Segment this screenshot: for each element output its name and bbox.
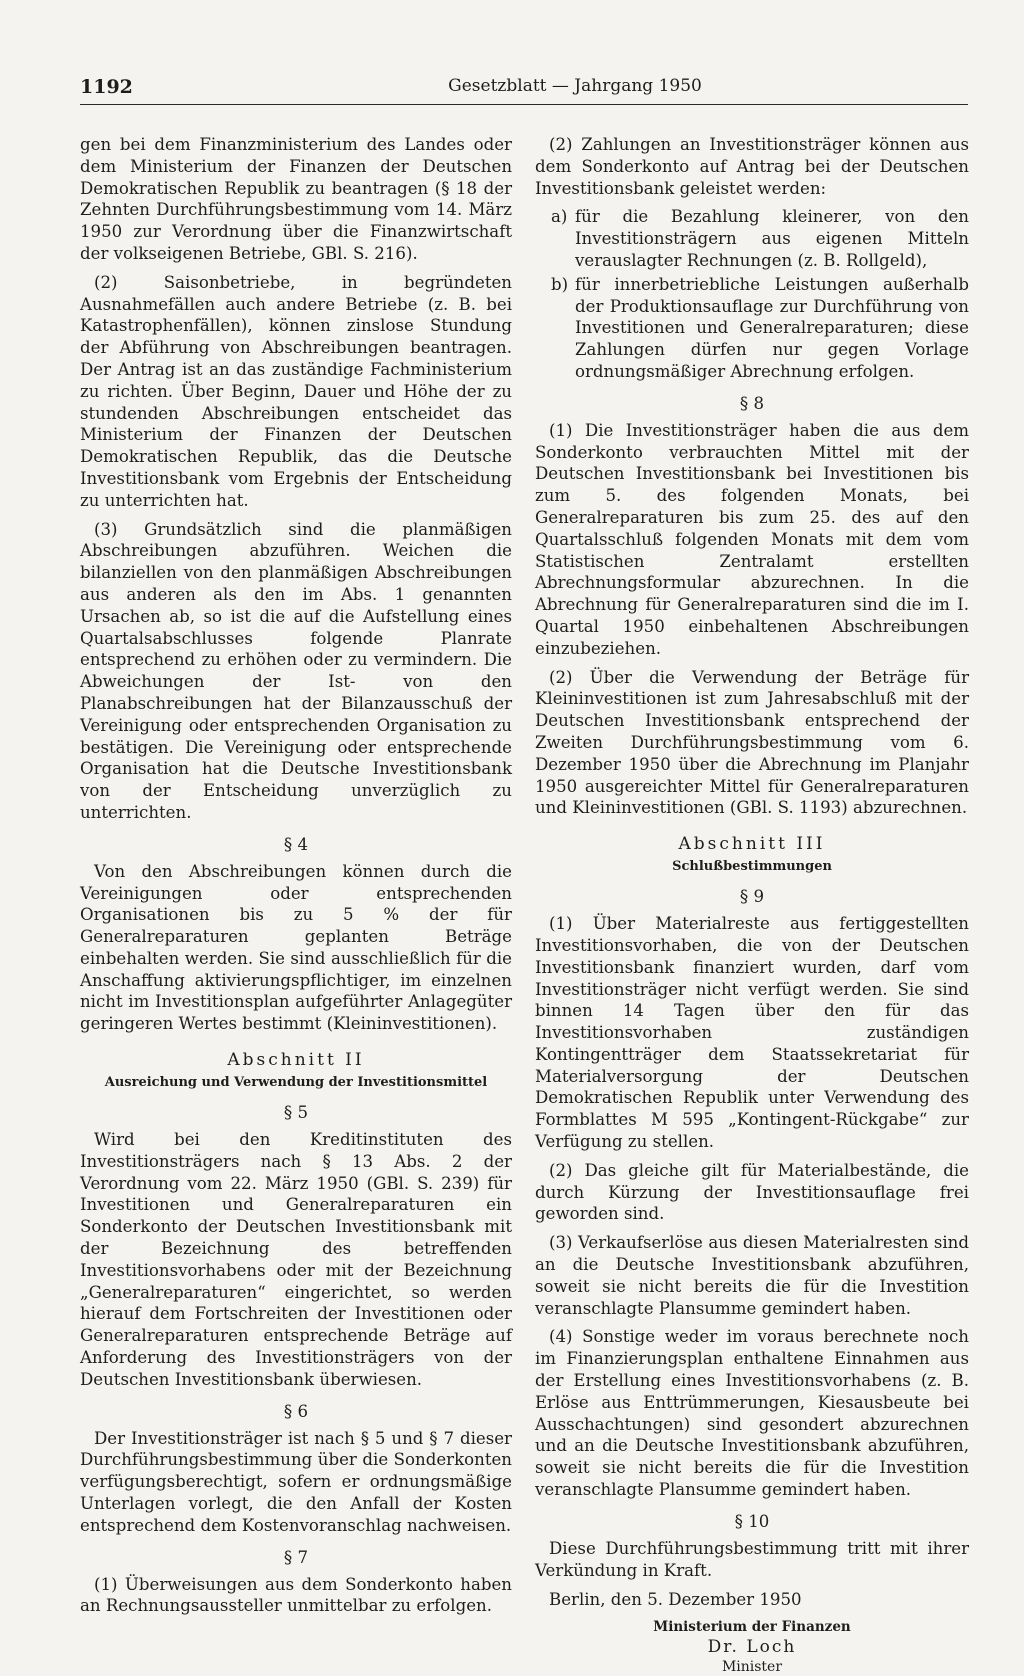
paragraph-continuation: gen bei dem Finanzministerium des Landes oder dem Ministerium der Finanzen der Deutschen Demokratischen Republik zu beantragen (§ 18 der Zehnten Durchführungsbestimmung vom 14. März 1950 zur Verordnung über die Finanzwirtschaft der volkseigenen Betriebe, GBl. S. 216). (80, 135, 512, 263)
paragraph-section-7-1: (1) Überweisungen aus dem Sonderkonto haben an Rechnungsaussteller unmittelbar zu erfolgen. (80, 1574, 512, 1616)
paragraph-section-6: Der Investitionsträger ist nach § 5 und § 7 dieser Durchführungsbestimmung über die Sonderkonten verfügungsberechtigt, sofern er ordnungsmäßige Unterlagen vorlegt, die den Anfall der Kosten entsprechend dem Kostenvoranschlag nachweisen. (80, 1428, 512, 1535)
paragraph-section-7-2: (2) Zahlungen an Investitionsträger können aus dem Sonderkonto auf Antrag bei der Deutschen Investitionsbank geleistet werden: (535, 135, 969, 198)
signature-block (535, 1589, 969, 1676)
paragraph-section-9-2: (2) Das gleiche gilt für Materialbestände, die durch Kürzung der Investitionsauflage frei geworden sind. (535, 1160, 969, 1224)
left-column (80, 134, 512, 1624)
list-item (535, 206, 969, 271)
paragraph-section-8-2: (2) Über die Verwendung der Beträge für Kleininvestitionen ist zum Jahresabschluß mit der Deutschen Investitionsbank entsprechend der Zweiten Durchführungsbestimmung vom 6. Dezember 1950 über die Abrechnung im Planjahr 1950 ausgereichter Mittel für Generalreparaturen und Kleininvestitionen (GBl. S. 1193) abzurechnen. (535, 667, 969, 818)
paragraph-section-10: Diese Durchführungsbestimmung tritt mit ihrer Verkündung in Kraft. (535, 1538, 969, 1580)
paragraph-section-9-1: (1) Über Materialreste aus fertiggestellten Investitionsvorhaben, die von der Deutschen Investitionsbank finanziert wurden, darf vom Investitionsträger nicht verfügt werden. Sie sind binnen 14 Tagen über den für das Investitionsvorhaben zuständigen Kontingentträger dem Staatssekretariat für Materialversorgung der Deutschen Demokratischen Republik unter Verwendung des Formblattes M 595 „Kontingent-Rückgabe“ zur Verfügung zu stellen. (535, 914, 969, 1152)
section-6-heading: § 6 (283, 1401, 309, 1421)
section-8-heading: § 8 (739, 393, 765, 413)
section-5-heading: § 5 (283, 1103, 309, 1123)
section-9-heading: § 9 (739, 887, 765, 907)
paragraph-section-8-1: (1) Die Investitionsträger haben die aus dem Sonderkonto verbrauchten Mittel mit der Deutschen Investitionsbank bei Investitionen bis zum 5. des folgenden Monats, bei Generalreparaturen bis zum 25. des auf den Quartalsschluß folgenden Monats mit dem vom Statistischen Zentralamt erstellten Abrechnungsformular abzurechnen. In die Abrechnung für Generalreparaturen sind die im I. Quartal 1950 einbehaltenen Abschreibungen einzubeziehen. (535, 420, 969, 658)
abschnitt-3-heading: Abschnitt III (678, 834, 826, 855)
paragraph-section-4: Von den Abschreibungen können durch die Vereinigungen oder entsprechenden Organisationen bis zu 5 % der für Generalreparaturen geplanten Beträge einbehalten werden. Sie sind ausschließlich für die Anschaffung aktivierungspflichtiger, im einzelnen nicht im Investitionsplan aufgeführter Anlagegüter geringeren Wertes bestimmt (Kleininvestitionen). (80, 861, 512, 1034)
paragraph-3-2: (2) Saisonbetriebe, in begründeten Ausnahmefällen auch andere Betriebe (z. B. bei Katastrophenfällen), können zinslose Stundung der Abführung von Abschreibungen beantragen. Der Antrag ist an das zuständige Fachministerium zu richten. Über Beginn, Dauer und Höhe der zu stundenden Abschreibungen entscheidet das Ministerium der Finanzen der Deutschen Demokratischen Republik, das die Deutsche Investitionsbank vom Ergebnis der Entscheidung zu unterrichten hat. (80, 272, 512, 510)
list-marker: a) (551, 207, 568, 227)
signing-organization: Ministerium der Finanzen (653, 1619, 851, 1636)
abschnitt-3-title: Schlußbestimmungen (672, 859, 832, 875)
section-4-heading: § 4 (283, 834, 309, 854)
paragraph-section-9-4: (4) Sonstige weder im voraus berechnete noch im Finanzierungsplan enthaltene Einnahmen aus der Erstellung eines Investitionsvorhabens (z. B. Erlöse aus Enttrümmerungen, Kiesausbeute bei Ausschachtungen) sind gesondert abzurechnen und an die Deutsche Investitionsbank abzuführen, soweit sie nicht bereits die für die Investition veranschlagte Plansumme gemindert haben. (535, 1327, 969, 1500)
place-date: Berlin, den 5. Dezember 1950 (549, 1590, 802, 1610)
list-item (535, 274, 969, 383)
abschnitt-2-title: Ausreichung und Verwendung der Investitionsmittel (104, 1075, 488, 1091)
section-10-heading: § 10 (734, 1511, 770, 1531)
paragraph-section-5: Wird bei den Kreditinstituten des Investitionsträgers nach § 13 Abs. 2 der Verordnung vom 22. März 1950 (GBl. S. 239) für Investitionen und Generalreparaturen ein Sonderkonto der Deutschen Investitionsbank mit der Bezeichnung des betreffenden Investitionsvorhabens oder mit der Bezeichnung „Generalreparaturen“ eingerichtet, so werden hierauf dem Fortschreiten der Investitionen oder Generalreparaturen entsprechende Beträge auf Anforderung des Investitionsträgers von der Deutschen Investitionsbank überwiesen. (80, 1130, 512, 1389)
signatory-name: Dr. Loch (707, 1637, 797, 1658)
signatory-title: Minister (721, 1659, 783, 1676)
running-title: Gesetzblatt — Jahrgang 1950 (448, 76, 702, 96)
paragraph-3-3: (3) Grundsätzlich sind die planmäßigen Abschreibungen abzuführen. Weichen die bilanziellen von den planmäßigen Abschreibungen aus anderen als den im Abs. 1 genannten Ursachen ab, so ist die auf die Aufstellung eines Quartalsabschlusses folgende Planrate entsprechend zu erhöhen oder zu vermindern. Die Abweichungen der Ist- von den Planabschreibungen hat der Bilanzausschuß der Vereinigung oder entsprechenden Organisation zu bestätigen. Die Vereinigung oder entsprechende Organisation hat die Deutsche Investitionsbank von der Entscheidung unverzüglich zu unterrichten. (80, 519, 512, 822)
paragraph-section-9-3: (3) Verkaufserlöse aus diesen Materialresten sind an die Deutsche Investitionsbank abzuführen, soweit sie nicht bereits die für die Investition veranschlagte Plansumme gemindert haben. (535, 1233, 969, 1318)
right-column (535, 134, 969, 1676)
abschnitt-2-heading: Abschnitt II (227, 1050, 365, 1071)
list-text: für die Bezahlung kleinerer, von den Investitionsträgern aus eigenen Mitteln verauslagter Rechnungen (z. B. Rollgeld), (575, 207, 969, 270)
list-text: für innerbetriebliche Leistungen außerhalb der Produktionsauflage zur Durchführung von Investitionen und Generalreparaturen; diese Zahlungen dürfen nur gegen Vorlage ordnungsmäßiger Abrechnung erfolgen. (575, 274, 969, 381)
page-header (80, 74, 968, 105)
section-7-heading: § 7 (283, 1547, 309, 1567)
page-number: 1192 (80, 76, 133, 98)
list-marker: b) (551, 274, 569, 294)
